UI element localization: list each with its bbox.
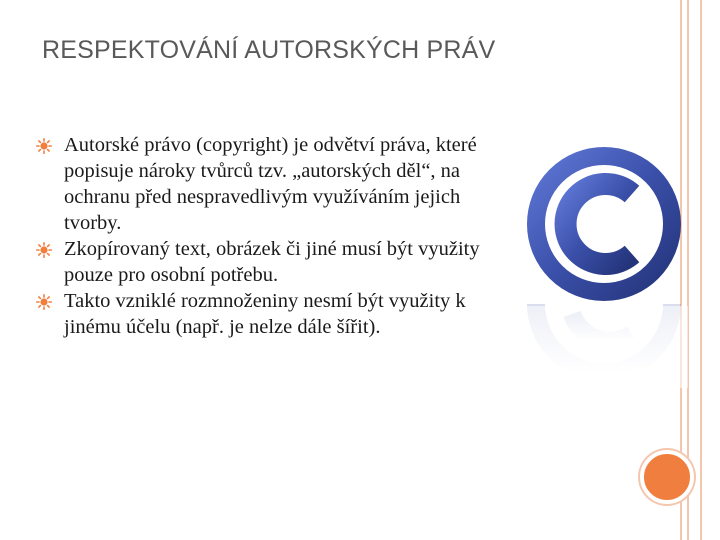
bullet-list [36,132,506,340]
list-item [36,132,506,236]
bullet-text: Zkopírovaný text, obrázek či jiné musí být využity pouze pro osobní potřebu. [64,238,480,286]
decorative-circle [640,450,694,504]
list-item [36,288,506,340]
sun-icon [36,242,52,258]
list-item [36,236,506,288]
border-stripe [700,0,702,540]
slide-title: RESPEKTOVÁNÍ AUTORSKÝCH PRÁV [42,36,496,64]
sun-icon [36,138,52,154]
bullet-text: Autorské právo (copyright) je odvětví práva, které popisuje nároky tvůrců tzv. „autorských děl“, na ochranu před nespravedlivým využíváním jejich tvorby. [64,134,477,234]
copyright-symbol-icon [520,136,688,388]
sun-icon [36,294,52,310]
bullet-text: Takto vzniklé rozmnoženiny nesmí být využity k jinému účelu (např. je nelze dále šířit). [64,290,466,338]
